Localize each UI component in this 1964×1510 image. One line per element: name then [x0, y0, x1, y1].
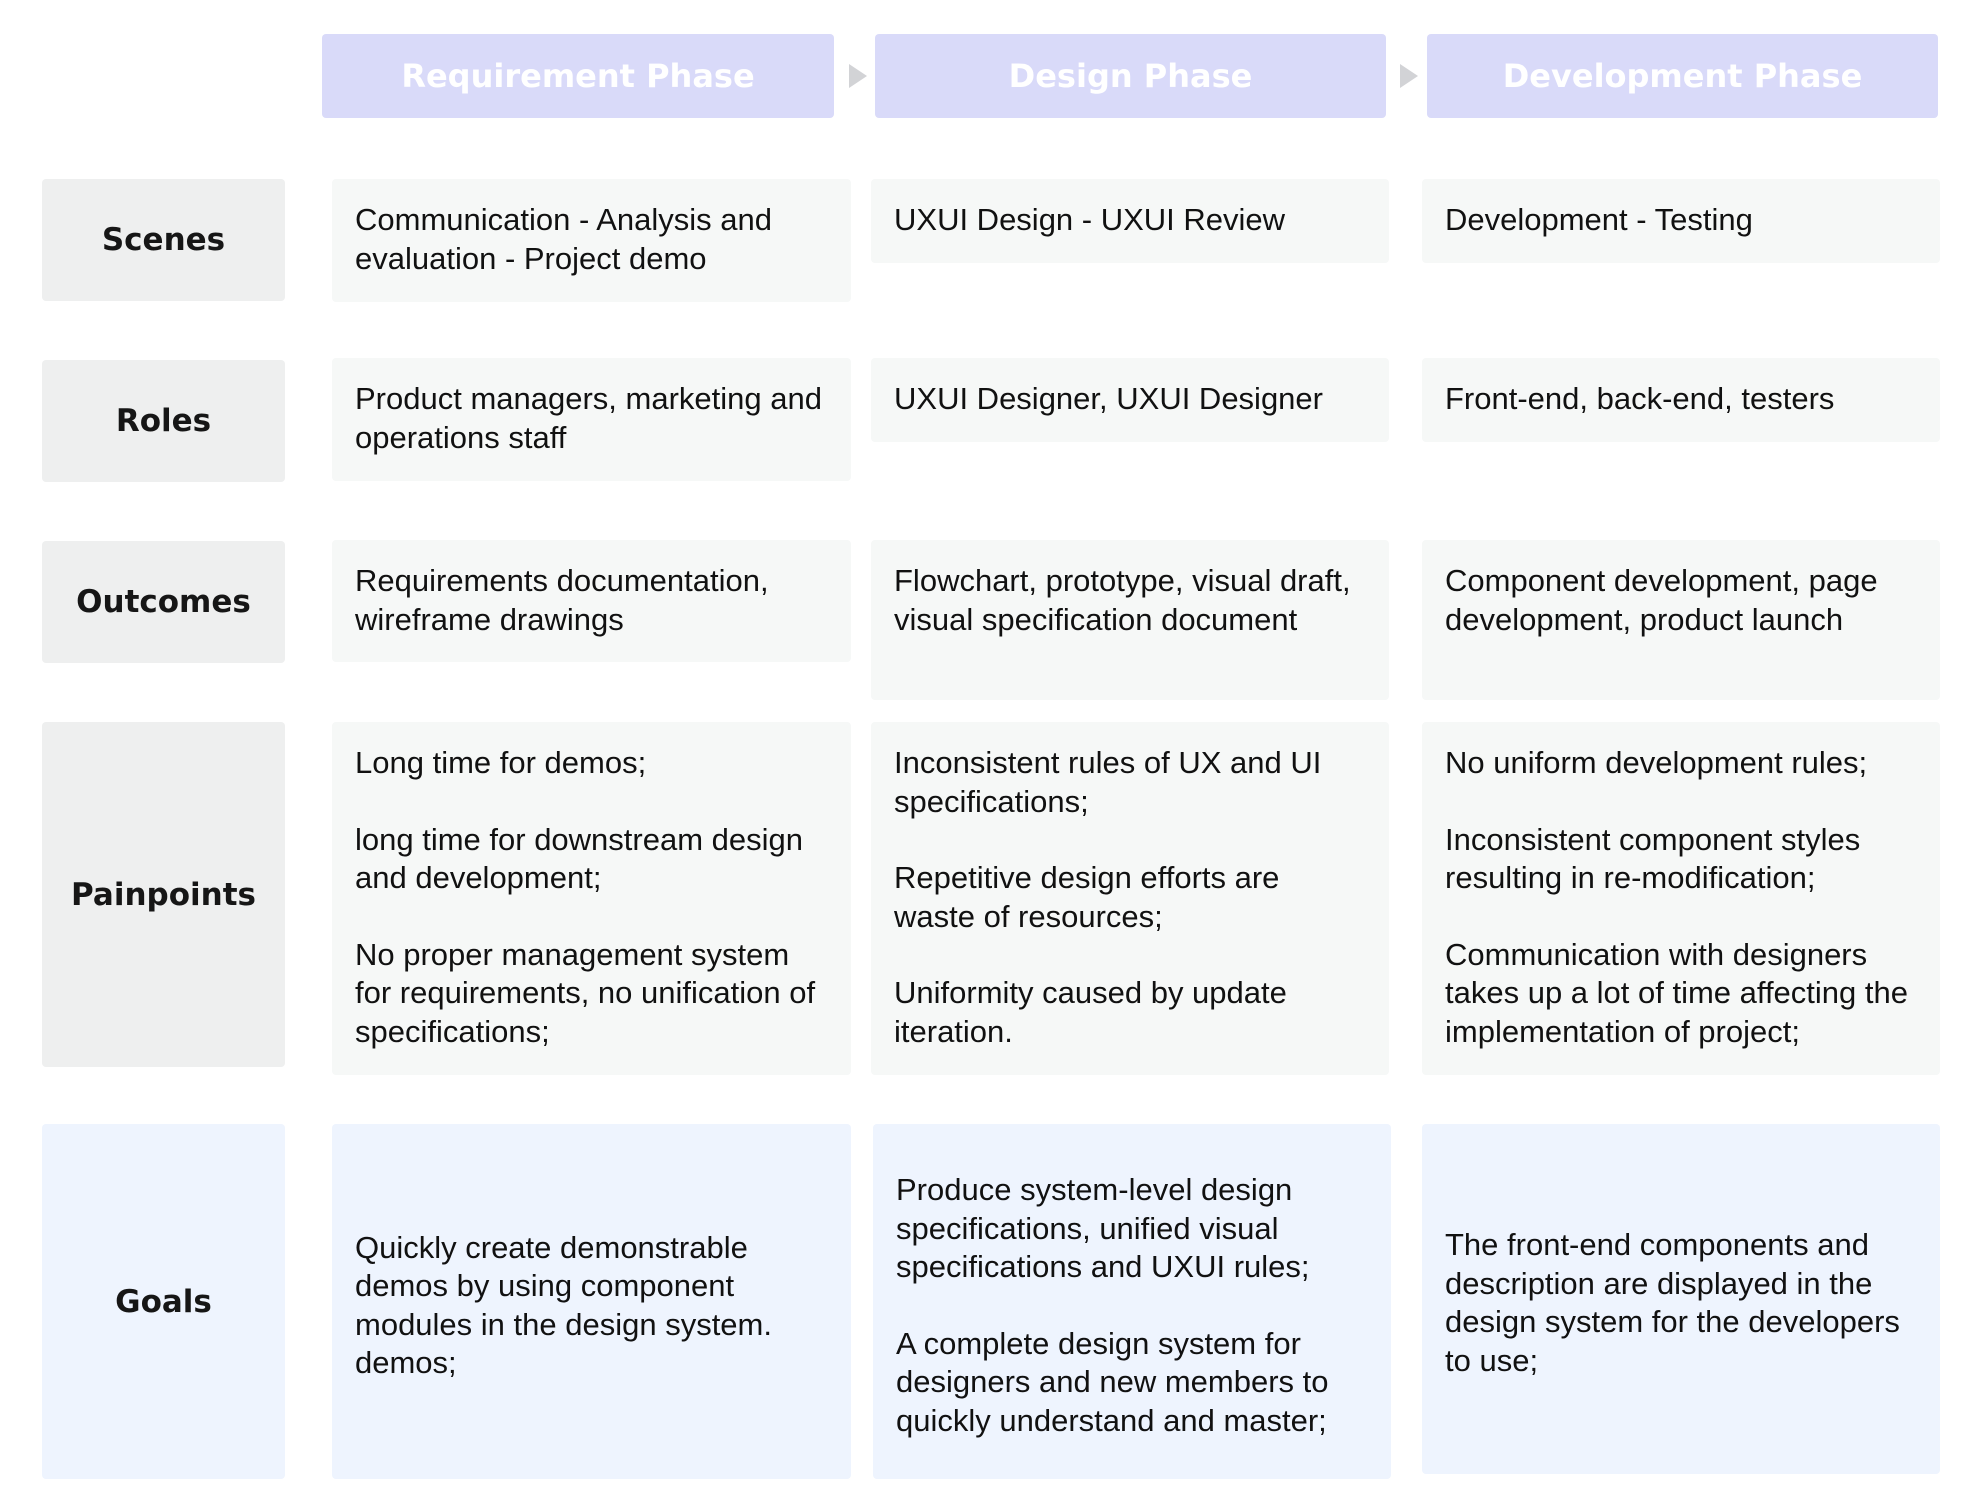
row-label-outcomes: Outcomes [42, 541, 285, 663]
arrow-right-icon [849, 64, 867, 88]
cell-painpoints-design [871, 722, 1389, 1075]
cell-text: The front-end components and description are displayed in the design system for the developers to use; [1445, 1227, 1900, 1378]
cell-text: Communication with designers takes up a lot of time affecting the implementation of project; [1445, 936, 1908, 1049]
cell-text: Communication - Analysis and evaluation - Project demo [355, 202, 772, 276]
cell-text: A complete design system for designers and new members to quickly understand and master; [896, 1325, 1329, 1438]
cell-text: Quickly create demonstrable demos by using component modules in the design system. demos; [355, 1229, 772, 1380]
arrow-right-icon [1400, 64, 1418, 88]
row-label-goals: Goals [42, 1124, 285, 1479]
cell-text: No proper management system for requirements, no unification of specifications; [355, 936, 816, 1049]
cell-painpoints-development [1422, 722, 1940, 1075]
cell-outcomes-requirement [332, 540, 851, 662]
cell-text: Product managers, marketing and operations staff [355, 381, 822, 455]
cell-text: Flowchart, prototype, visual draft, visual specification document [894, 563, 1351, 637]
cell-outcomes-design [871, 540, 1389, 700]
cell-text: Inconsistent component styles resulting in re-modification; [1445, 821, 1861, 895]
cell-text: long time for downstream design and development; [355, 821, 804, 895]
cell-roles-requirement [332, 358, 851, 481]
cell-text: UXUI Designer, UXUI Designer [894, 381, 1323, 416]
cell-roles-design [871, 358, 1389, 442]
row-label-roles: Roles [42, 360, 285, 482]
phase-design: Design Phase [875, 34, 1386, 118]
phase-requirement: Requirement Phase [322, 34, 834, 118]
phase-development: Development Phase [1427, 34, 1938, 118]
cell-scenes-design [871, 179, 1389, 263]
cell-text: UXUI Design - UXUI Review [894, 202, 1286, 237]
cell-text: Development - Testing [1445, 202, 1753, 237]
cell-text: Front-end, back-end, testers [1445, 381, 1835, 416]
row-label-painpoints: Painpoints [42, 722, 285, 1067]
cell-scenes-requirement [332, 179, 851, 302]
cell-roles-development [1422, 358, 1940, 442]
cell-text: Repetitive design efforts are waste of resources; [894, 860, 1280, 934]
cell-goals-design [873, 1124, 1391, 1479]
cell-scenes-development [1422, 179, 1940, 263]
cell-text: Inconsistent rules of UX and UI specifications; [894, 745, 1322, 819]
cell-goals-development [1422, 1124, 1940, 1474]
cell-text: No uniform development rules; [1445, 745, 1868, 780]
cell-text: Long time for demos; [355, 745, 647, 780]
cell-painpoints-requirement [332, 722, 851, 1075]
cell-text: Component development, page development, product launch [1445, 563, 1878, 637]
cell-text: Requirements documentation, wireframe drawings [355, 563, 769, 637]
cell-text: Produce system-level design specifications, unified visual specifications and UXUI rules; [896, 1172, 1310, 1284]
cell-goals-requirement [332, 1124, 851, 1479]
cell-text: Uniformity caused by update iteration. [894, 975, 1287, 1049]
row-label-scenes: Scenes [42, 179, 285, 301]
cell-outcomes-development [1422, 540, 1940, 700]
